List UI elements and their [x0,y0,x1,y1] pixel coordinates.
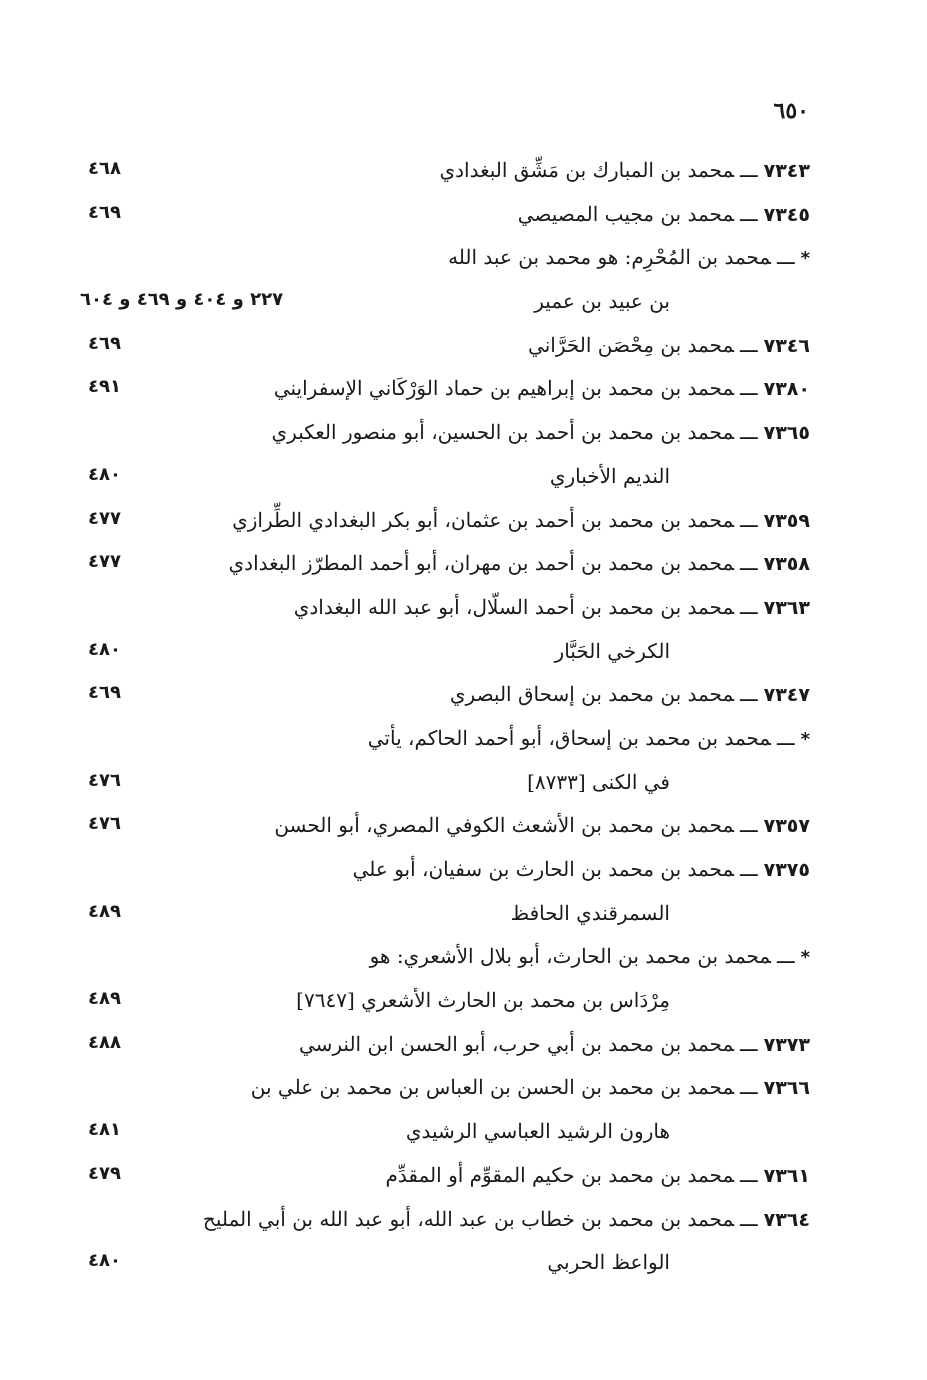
entry-page-reference: ٤٨٨ [88,1031,121,1053]
index-entry-continuation [80,893,810,937]
entry-dash: ـــ [740,682,758,707]
entry-page-reference: ٤٧٧ [88,551,121,573]
page-number: ٦٥٠ [773,98,809,124]
entry-name: السمرقندي الحافظ [510,900,670,925]
entry-text-block [534,289,670,313]
entry-page-reference: ٤٦٩ [88,332,121,354]
entry-name: محمد بن مِحْصَن الحَرَّاني [528,332,735,357]
index-entry-continuation [80,762,810,806]
entry-page-reference: ٤٧٧ [88,507,121,529]
index-list [80,150,810,1286]
entry-name: محمد بن محمد بن الحارث، أبو بلال الأشعري: هو [369,944,771,969]
entry-dash: ـــ [740,551,758,576]
entry-dash: ـــ [740,507,758,532]
index-entry [80,1024,810,1068]
entry-page-reference: ٤٦٨ [88,158,121,179]
entry-dash: ـــ [740,857,758,881]
index-entry [80,674,810,718]
entry-text-block [272,420,810,444]
entry-text-block [203,1207,810,1231]
entry-number: ٧٣٦٣ [763,596,810,619]
entry-page-reference: ٤٨٠ [88,463,121,485]
cross-reference-marker: * [800,728,810,750]
entry-page-reference: ٤٧٦ [88,813,121,835]
entry-name: محمد بن محمد بن إسحاق، أبو أحمد الحاكم، يأتي [367,725,771,750]
index-entry [80,849,810,893]
entry-number: ٧٣٥٧ [763,815,810,838]
entry-text-block [527,770,670,794]
entry-name: مِرْدَاس بن محمد بن الحارث الأشعري [٧٦٤٧] [296,988,670,1013]
entry-number: ٧٣٤٦ [763,334,810,357]
entry-number: ٧٣٧٥ [763,859,810,881]
entry-name: محمد بن المُحْرِم: هو محمد بن عبد الله [448,245,771,270]
entry-text-block [528,333,810,357]
index-entry-continuation [80,980,810,1024]
entry-text-block [251,1075,810,1099]
entry-dash: ـــ [740,813,758,838]
entry-text-block [274,813,810,837]
entry-name: هارون الرشيد العباسي الرشيدي [405,1119,670,1144]
entry-text-block [296,988,670,1012]
entry-number: ٧٣٥٩ [763,509,810,532]
index-entry-continuation [80,1111,810,1155]
entry-page-reference: ٤٨١ [88,1119,121,1141]
entry-text-block [550,464,670,488]
entry-text-block [450,682,810,706]
index-entry [80,500,810,544]
entry-dash: ـــ [740,1075,758,1100]
entry-name: في الكنى [٨٧٣٣] [527,769,670,794]
entry-number: ٧٣٨٠ [763,378,810,401]
index-entry [80,150,810,194]
entry-page-reference: ٤٦٩ [88,682,121,704]
entry-name: النديم الأخباري [549,463,670,488]
entry-name: محمد بن محمد بن خطاب بن عبد الله، أبو عبد الله بن أبي المليح [202,1206,735,1231]
entry-dash: ـــ [740,594,758,619]
entry-page-reference: ٤٨٠ [88,638,121,660]
entry-name: محمد بن محمد بن أبي حرب، أبو الحسن ابن النرسي [298,1031,735,1056]
entry-dash: ـــ [740,1031,758,1056]
entry-dash: ـــ [777,725,795,750]
entry-text-block [368,726,810,750]
index-entry [80,805,810,849]
entry-text-block [353,857,810,881]
index-entry-continuation [80,456,810,500]
entry-page-reference: ٤٩١ [88,376,121,398]
index-entry [80,368,810,412]
entry-name: محمد بن محمد بن الحارث بن سفيان، أبو علي [352,857,735,881]
entry-page-reference: ٢٢٧ و ٤٠٤ و ٤٦٩ و ٦٠٤ [80,289,284,311]
entry-name: محمد بن محمد بن أحمد السلّال، أبو عبد الله البغدادي [293,594,735,619]
entry-number: ٧٣٦١ [763,1164,810,1187]
entry-number: ٧٣٤٣ [763,160,810,182]
entry-name: محمد بن محمد بن أحمد بن عثمان، أبو بكر البغدادي الطِّرازي [232,507,735,532]
entry-number: ٧٣٤٥ [763,203,810,226]
index-entry-continuation [80,281,810,325]
entry-name: محمد بن محمد بن الحسن بن العباس بن محمد بن علي بن [250,1075,735,1100]
entry-number: ٧٣٧٣ [763,1033,810,1056]
entry-text-block [547,1250,670,1274]
entry-text-block [232,508,810,532]
entry-number: ٧٣٥٨ [763,553,810,576]
entry-number: ٧٣٦٤ [763,1208,810,1231]
entry-name: محمد بن محمد بن الأشعث الكوفي المصري، أبو الحسن [274,813,735,838]
entry-text-block [294,595,810,619]
entry-name: بن عبيد بن عمير [534,289,670,314]
index-entry [80,936,810,980]
cross-reference-marker: * [800,248,810,270]
entry-name: الكرخي الحَبَّار [554,638,670,663]
index-entry-continuation [80,1242,810,1286]
index-entry [80,1155,810,1199]
index-entry [80,194,810,238]
entry-dash: ـــ [740,420,758,445]
entry-text-block [370,944,810,968]
entry-dash: ـــ [740,158,758,182]
index-entry [80,412,810,456]
entry-number: ٧٣٦٦ [763,1077,810,1100]
entry-name: الواعظ الحربي [547,1250,670,1275]
entry-page-reference: ٤٧٦ [88,769,121,791]
entry-page-reference: ٤٨٩ [88,900,121,922]
index-entry [80,237,810,281]
entry-number: ٧٣٦٥ [763,422,810,445]
entry-dash: ـــ [740,376,758,401]
entry-name: محمد بن محمد بن حكيم المقوِّم أو المقدِّم [385,1162,735,1187]
entry-name: محمد بن محمد بن إسحاق البصري [449,682,735,707]
index-entry [80,1067,810,1111]
index-entry [80,718,810,762]
entry-page-reference: ٤٧٩ [88,1162,121,1184]
cross-reference-marker: * [800,947,810,969]
entry-text-block [299,1032,810,1056]
entry-dash: ـــ [740,201,758,226]
entry-text-block [439,158,810,182]
index-entry [80,325,810,369]
entry-name: محمد بن المبارك بن مَشِّق البغدادي [439,158,735,182]
entry-text-block [229,551,810,575]
entry-page-reference: ٤٨٩ [88,988,121,1010]
index-entry [80,587,810,631]
entry-text-block [518,202,810,226]
entry-name: محمد بن محمد بن أحمد بن الحسين، أبو منصور العكبري [271,420,735,445]
entry-page-reference: ٤٨٠ [88,1250,121,1272]
entry-dash: ـــ [740,332,758,357]
entry-dash: ـــ [740,1206,758,1231]
entry-dash: ـــ [777,944,795,969]
entry-text-block [555,639,670,663]
entry-text-block [448,245,810,269]
index-entry-continuation [80,631,810,675]
entry-number: ٧٣٤٧ [763,684,810,707]
entry-text-block [511,901,670,925]
entry-page-reference: ٤٦٩ [88,201,121,223]
entry-name: محمد بن محمد بن إبراهيم بن حماد الوَرْكَاني الإسفرايني [273,376,735,401]
entry-name: محمد بن محمد بن أحمد بن مهران، أبو أحمد المطرّز البغدادي [228,551,735,576]
entry-text-block [274,376,810,400]
entry-dash: ـــ [740,1162,758,1187]
entry-dash: ـــ [777,245,795,270]
entry-text-block [386,1163,811,1187]
index-entry [80,543,810,587]
entry-text-block [406,1119,670,1143]
index-entry [80,1199,810,1243]
entry-name: محمد بن مجيب المصيصي [517,201,735,226]
